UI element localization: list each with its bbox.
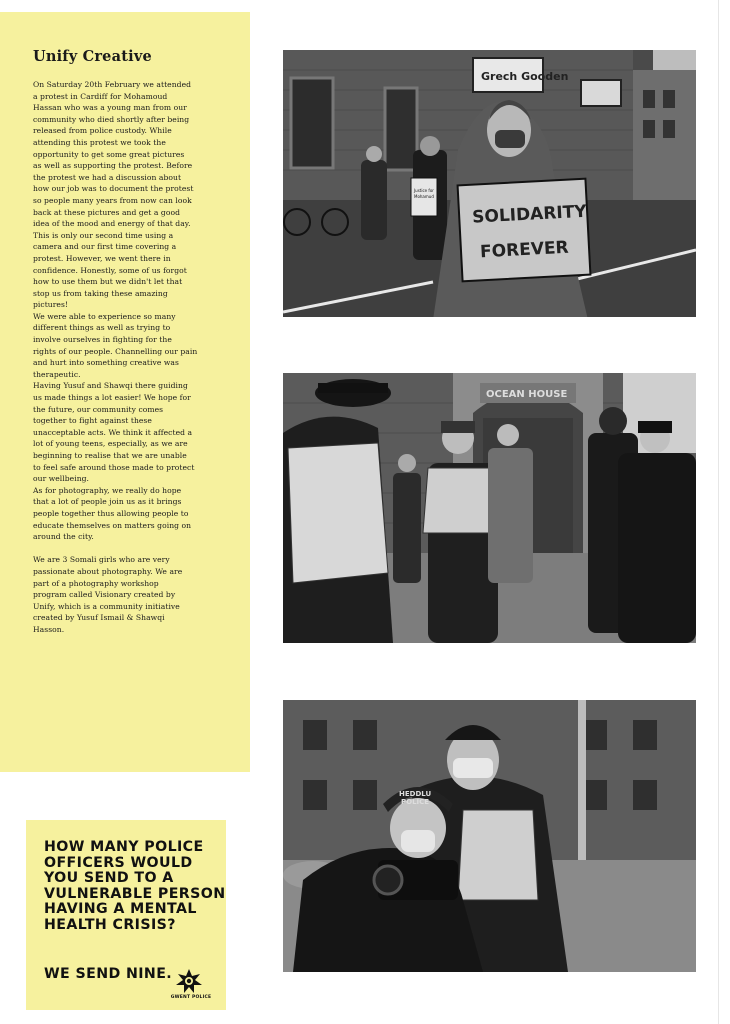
page-edge-line <box>718 0 719 1024</box>
poster-answer: WE SEND NINE. <box>44 966 173 982</box>
police-badge-icon <box>174 968 204 994</box>
article-paragraph: On Saturday 20th February we attended a protest in Cardiff for Mohamoud Hassan who was a young man from our community who died shortly after being released from police custody. While attending this protest we took the opportunity to get some great pictures as well as supporting the protest. Before the protest we had a discussion about how our job was to document the protest so people many years from now can look back at these pictures and get a good idea of the mood and energy of that day. This is only our second time using a camera and our first time covering a protest. However, we went there in confidence. Honestly, some of us forgot how to use them but we didn't let that stop us from taking these amazing pictures! <box>33 80 194 310</box>
photo-police-ocean-house <box>283 373 696 643</box>
svg-text:POLICE: POLICE <box>401 798 430 806</box>
svg-text:HEDDLU: HEDDLU <box>399 790 432 798</box>
article-paragraph: We are 3 Somali girls who are very passionate about photography. We are part of a photography workshop program called Visionary created by Unify, which is a community initiative created by Yusuf Ismail & Shawqi Hasson. <box>33 555 183 634</box>
poster-question: HOW MANY POLICE OFFICERS WOULD YOU SEND TO A VULNERABLE PERSON HAVING A MENTAL HEALTH CRISIS? <box>44 839 226 933</box>
svg-text:SOLIDARITY: SOLIDARITY <box>471 201 588 228</box>
poster-logo-caption: GWENT POLICE <box>170 995 212 1000</box>
photo-police-camera <box>283 700 696 972</box>
article-panel <box>0 12 250 772</box>
svg-text:Grech Gooden: Grech Gooden <box>481 70 569 83</box>
photo-protest-placard <box>283 50 696 317</box>
article-paragraph: We were able to experience so many different things as well as trying to involve ourselves in fighting for the rights of our people. Channelling our pain and hurt into something creative was therapeutic. <box>33 311 198 379</box>
police-poster <box>26 820 226 1010</box>
article-title: Unify Creative <box>33 48 152 65</box>
svg-text:OCEAN HOUSE: OCEAN HOUSE <box>486 389 568 400</box>
article-paragraph: As for photography, we really do hope that a lot of people join us as it brings people together thus allowing people to educate themselves on matters going on around the city. <box>33 485 192 542</box>
svg-text:FOREVER: FOREVER <box>479 237 570 263</box>
svg-text:Justice for: Justice for <box>414 188 434 193</box>
article-paragraph: Having Yusuf and Shawqi there guiding us made things a lot easier! We hope for the future, our community comes together to fight against these unacceptable acts. We think it affected a lot of young teens, especially, as we are beginning to realise that we are unable to feel safe around those made to protect our wellbeing. <box>33 381 195 484</box>
svg-text:Mohamud: Mohamud <box>414 194 434 199</box>
